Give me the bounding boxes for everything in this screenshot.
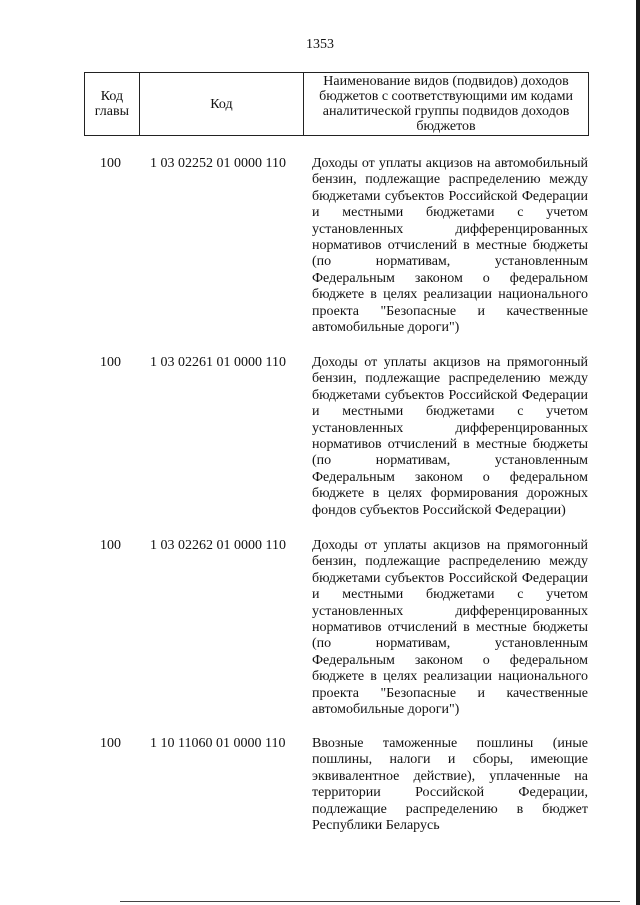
header-code: Код bbox=[140, 73, 304, 135]
row-chapter-code: 100 bbox=[100, 355, 121, 370]
row-description: Ввозные таможенные пошлины (иные пошлины, налоги и сборы, имеющие эквивалентное действие), уплаченные на территории Российской Федерации, подлежащие распределению в бюджет Республики Беларусь bbox=[312, 736, 588, 834]
row-chapter-code: 100 bbox=[100, 736, 121, 751]
table-header bbox=[84, 72, 589, 136]
row-description: Доходы от уплаты акцизов на прямогонный бензин, подлежащие распределению между бюджетами субъектов Российской Федерации и местными бюджетами с учетом установленных дифференцированных нормативов отчислений в местные бюджеты (по нормативам, установленным Федеральным законом о федеральном бюджете в целях реализации национального проекта "Безопасные и качественные автомобильные дороги") bbox=[312, 538, 588, 718]
row-code: 1 10 11060 01 0000 110 bbox=[150, 736, 286, 751]
row-code: 1 03 02262 01 0000 110 bbox=[150, 538, 286, 553]
row-description: Доходы от уплаты акцизов на прямогонный бензин, подлежащие распределению между бюджетами субъектов Российской Федерации и местными бюджетами с учетом установленных дифференцированных нормативов отчислений в местные бюджеты (по нормативам, установленным Федеральным законом о федеральном бюджете в целях формирования дорожных фондов субъектов Российской Федерации) bbox=[312, 355, 588, 518]
header-name: Наименование видов (подвидов) доходов бюджетов с соответствующими им кодами аналитической группы подвидов доходов бюджетов bbox=[319, 74, 574, 134]
row-chapter-code: 100 bbox=[100, 156, 121, 171]
page-number: 1353 bbox=[306, 37, 334, 52]
scan-edge bbox=[636, 0, 640, 905]
row-description: Доходы от уплаты акцизов на автомобильный бензин, подлежащие распределению между бюджетами субъектов Российской Федерации и местными бюджетами с учетом установленных дифференцированных нормативов отчислений в местные бюджеты (по нормативам, установленным Федеральным законом о федеральном бюджете в целях реализации национального проекта "Безопасные и качественные автомобильные дороги") bbox=[312, 156, 588, 336]
page-bottom-rule bbox=[120, 901, 620, 902]
row-code: 1 03 02261 01 0000 110 bbox=[150, 355, 286, 370]
header-chapter-code: Код главы bbox=[85, 73, 140, 135]
row-code: 1 03 02252 01 0000 110 bbox=[150, 156, 286, 171]
row-chapter-code: 100 bbox=[100, 538, 121, 553]
